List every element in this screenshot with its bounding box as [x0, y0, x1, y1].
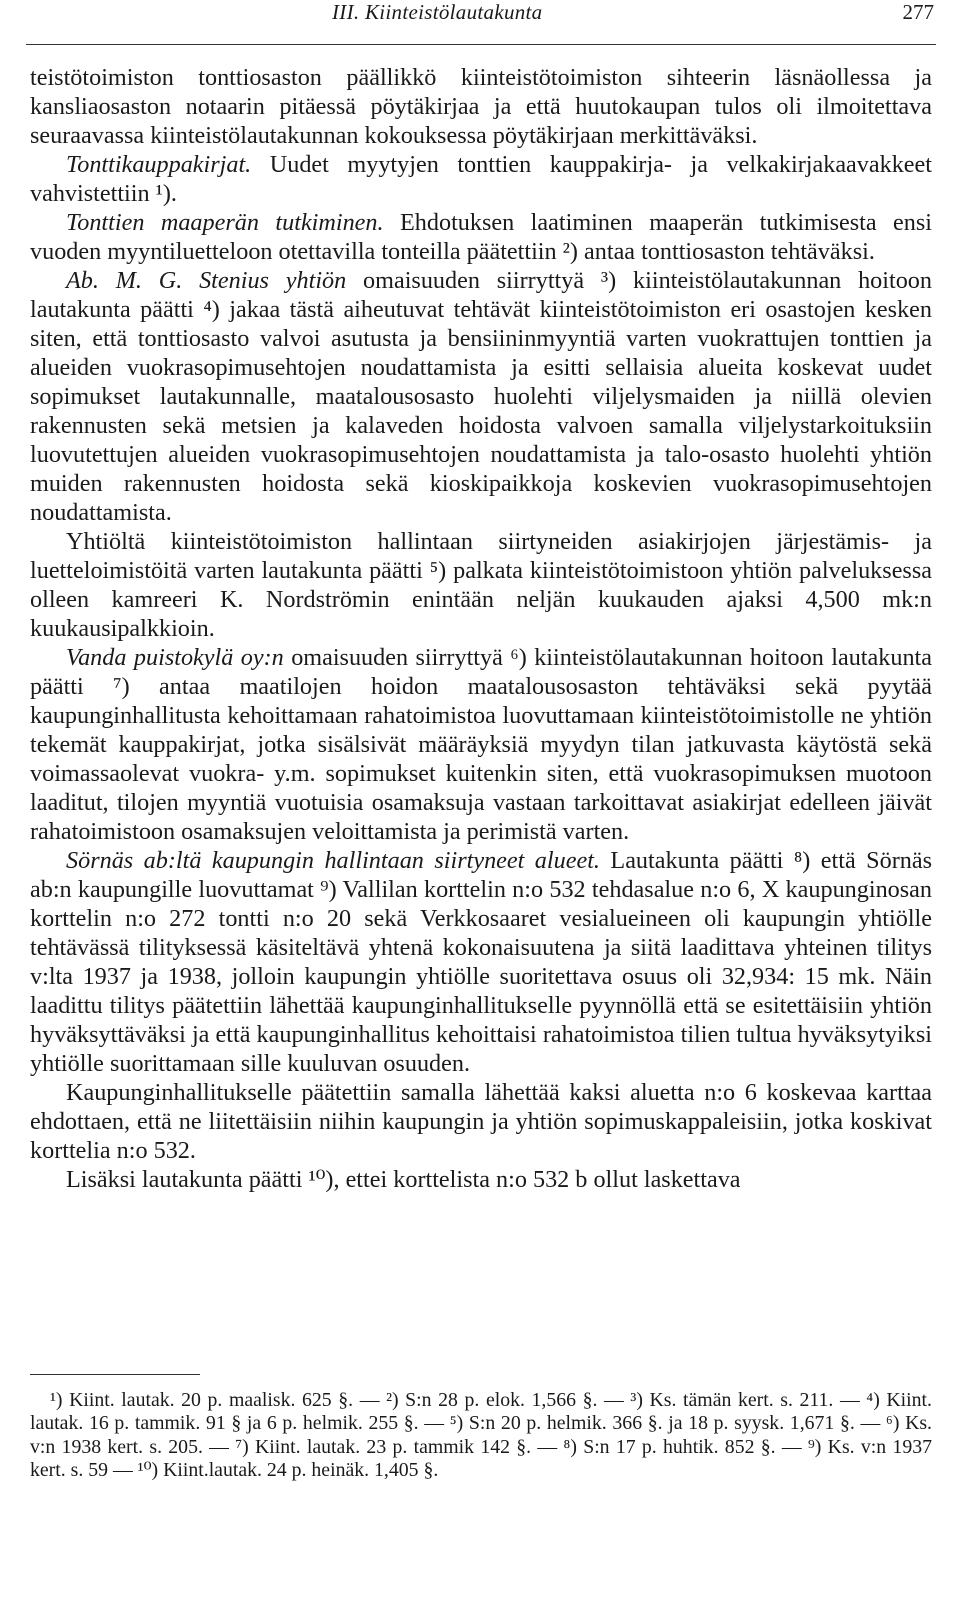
- paragraph-heading: Vanda puistokylä oy:n: [66, 644, 284, 671]
- paragraph-text: Yhtiöltä kiinteistötoimiston hallintaan siirtyneiden asiakirjojen järjestämis- ja luetteloimistöitä varten lautakunta päätti ⁵) palkata kiinteistötoimistoon yhtiön palveluksessa olleen kamreeri K. Nordströmin enintään neljän kuukauden ajaksi 4,500 mk:n kuukausipalkkioin.: [30, 528, 932, 642]
- paragraph: [30, 208, 932, 266]
- paragraph-heading: Tonttikauppakirjat.: [66, 151, 252, 178]
- paragraph-heading: Ab. M. G. Stenius yhtiön: [66, 267, 347, 294]
- paragraph-text: teistötoimiston tonttiosaston päällikkö kiinteistötoimiston sihteerin läsnäollessa ja kansliaosaston notaarin pitäessä pöytäkirjaa ja että huutokaupan tulos oli ilmoitettava seuraavassa kiinteistölautakunnan kokouksessa pöytäkirjaan merkittäväksi.: [30, 64, 932, 149]
- paragraph-text: Kaupunginhallitukselle päätettiin samalla lähettää kaksi aluetta n:o 6 koskevaa karttaa ehdottaen, että ne liitettäisiin niihin kaupungin ja yhtiön sopimuskappaleisiin, jotka koskivat korttelia n:o 532.: [30, 1079, 932, 1164]
- paragraph-heading: Tonttien maaperän tutkiminen.: [66, 209, 384, 236]
- paragraph-text: Lisäksi lautakunta päätti ¹⁰), ettei korttelista n:o 532 b ollut laskettava: [66, 1166, 741, 1193]
- paragraph: [30, 63, 932, 150]
- footnotes: [30, 1374, 932, 1483]
- paragraph-text: Uudet myytyjen tonttien kauppakirja- ja velkakirjakaavakkeet vahvistettiin ¹).: [30, 151, 932, 207]
- paragraph-text: omaisuuden siirryttyä ⁶) kiinteistölautakunnan hoitoon lautakunta päätti ⁷) antaa maatilojen hoidon maatalousosaston tehtäväksi sekä pyytää kaupunginhallitusta kehoittamaan rahatoimistoa luovuttamaan kiinteistötoimistolle ne yhtiön tekemät kauppakirjat, jotka sisälsivät määräyksiä myydyn tilan jatkuvasta käytöstä sekä voimassaolevat vuokra- y.m. sopimukset kuitenkin siten, että vuokrasopimuksen muotoon laaditut, tilojen myyntiä vuotuisia osamaksuja vastaan tarkoittavat asiakirjat edelleen jäivät rahatoimistoon osamaksujen veloittamista ja perimistä varten.: [30, 644, 932, 845]
- paragraph-text: Lautakunta päätti ⁸) että Sörnäs ab:n kaupungille luovuttamat ⁹) Vallilan korttelin n:o 532 tehdasalue n:o 6, X kaupunginosan korttelin n:o 272 tontti n:o 20 sekä Verkkosaaret vesialueineen oli kaupungin yhtiölle tehtävässä tilityksessä käsiteltävä yhtenä kokonaisuutena ja siitä laadittava yhteinen tilitys v:lta 1937 ja 1938, jolloin kaupungin yhtiölle suoritettava osuus oli 32,934: 15 mk. Näin laadittu tilitys päätettiin lähettää kaupunginhallitukselle pyynnöllä että se esitettäisiin yhtiön hyväksyttäväksi ja että kaupunginhallitus kehoittaisi rahatoimistoa tilien tultua hyväksytyiksi yhtiölle suorittamaan sille kuuluvan osuuden.: [30, 847, 933, 1077]
- paragraph-text: Ehdotuksen laatiminen maaperän tutkimisesta ensi vuoden myyntiluetteloon otettavilla tonteilla päätettiin ²) antaa tonttiosaston tehtäväksi.: [30, 209, 933, 265]
- running-title: III. Kiinteistölautakunta: [332, 0, 543, 24]
- page-number: 277: [902, 0, 934, 24]
- paragraph: [30, 527, 932, 643]
- footnote-divider: [30, 1374, 200, 1375]
- paragraph: [30, 266, 932, 527]
- paragraph-text: omaisuuden siirryttyä ³) kiinteistölautakunnan hoitoon lautakunta päätti ⁴) jakaa tästä aiheutuvat tehtävät kiinteistötoimiston eri osastojen kesken siten, että tonttiosasto valvoi asutusta ja bensiininmyyntiä varten vuokrattujen tonttien ja alueiden vuokrasopimusehtojen noudattamista ja esitti sellaisia alueita koskevat uudet sopimukset lautakunnalle, maatalousosasto huolehti viljelysmaiden ja niillä olevien rakennusten sekä metsien ja kalaveden hoidosta valvoen samalla viljelystarkoituksiin luovutettujen alueiden vuokrasopimusehtojen noudattamista ja talo-osasto huolehti yhtiön muiden rakennusten hoidosta sekä kioskipaikkoja koskevien vuokrasopimusehtojen noudattamista.: [30, 267, 932, 526]
- paragraph: [30, 846, 932, 1078]
- body-text: [30, 63, 932, 1194]
- paragraph: [30, 1165, 932, 1194]
- footnote-text: ¹) Kiint. lautak. 20 p. maalisk. 625 §. — ²) S:n 28 p. elok. 1,566 §. — ³) Ks. tämän kert. s. 211. — ⁴) Kiint. lautak. 16 p. tammik. 91 § ja 6 p. helmik. 255 §. — ⁵) S:n 20 p. helmik. 366 §. ja 18 p. syysk. 1,671 §. — ⁶) Ks. v:n 1938 kert. s. 205. — ⁷) Kiint. lautak. 23 p. tammik 142 §. — ⁸) S:n 17 p. huhtik. 852 §. — ⁹) Ks. v:n 1937 kert. s. 59 — ¹⁰) Kiint.lautak. 24 p. heinäk. 1,405 §.: [30, 1389, 932, 1482]
- paragraph: [30, 150, 932, 208]
- paragraph: [30, 1078, 932, 1165]
- page-header: [26, 0, 936, 45]
- paragraph-heading: Sörnäs ab:ltä kaupungin hallintaan siirtyneet alueet.: [66, 847, 600, 874]
- paragraph: [30, 643, 932, 846]
